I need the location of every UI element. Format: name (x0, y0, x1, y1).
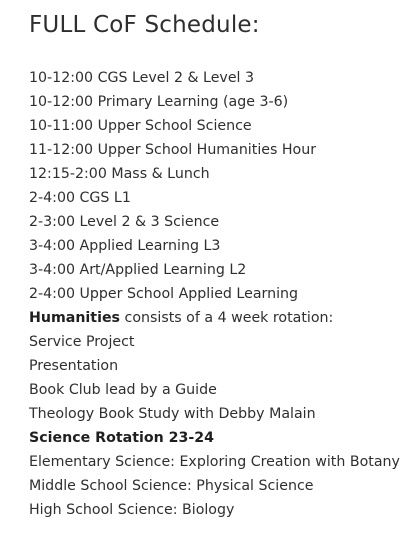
science-item: Elementary Science: Exploring Creation with Botany (29, 454, 400, 470)
humanities-item: Book Club lead by a Guide (29, 382, 217, 398)
schedule-content (29, 66, 409, 522)
schedule-item: 3-4:00 Applied Learning L3 (29, 238, 221, 254)
humanities-intro (29, 306, 409, 330)
humanities-intro-text: consists of a 4 week rotation: (120, 310, 334, 326)
science-heading: Science Rotation 23-24 (29, 430, 215, 446)
schedule-item: 2-4:00 CGS L1 (29, 190, 131, 206)
schedule-item: 10-11:00 Upper School Science (29, 118, 252, 134)
schedule-item: 11-12:00 Upper School Humanities Hour (29, 142, 317, 158)
schedule-item: 10-12:00 CGS Level 2 & Level 3 (29, 70, 255, 86)
schedule-item: 12:15-2:00 Mass & Lunch (29, 166, 210, 182)
science-item: Middle School Science: Physical Science (29, 478, 314, 494)
schedule-item: 3-4:00 Art/Applied Learning L2 (29, 262, 247, 278)
page-title: FULL CoF Schedule: (29, 12, 260, 38)
schedule-item: 2-3:00 Level 2 & 3 Science (29, 214, 220, 230)
humanities-item: Theology Book Study with Debby Malain (29, 406, 316, 422)
science-item: High School Science: Biology (29, 502, 235, 518)
schedule-item: 10-12:00 Primary Learning (age 3-6) (29, 94, 289, 110)
humanities-item: Presentation (29, 358, 119, 374)
humanities-heading: Humanities (29, 310, 121, 326)
humanities-item: Service Project (29, 334, 135, 350)
schedule-item: 2-4:00 Upper School Applied Learning (29, 286, 299, 302)
